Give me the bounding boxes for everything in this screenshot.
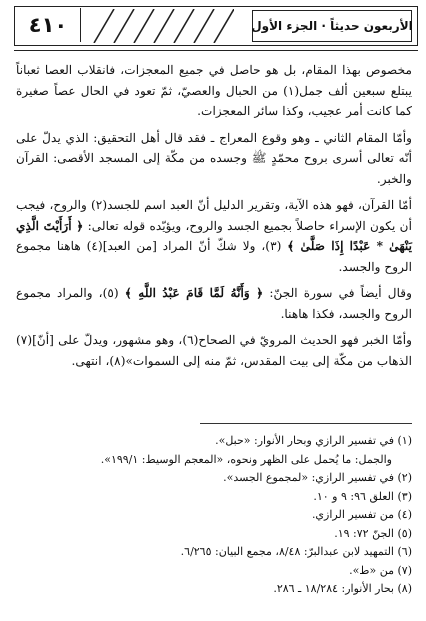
text-segment: (٥)، والمراد مجموع الروح والجسد، فكذا هاهنا. — [16, 286, 412, 321]
footnote-number: (٨) — [397, 582, 412, 595]
text-segment: وأمّا المقام الثاني ـ وهو وقوع المعراج ـ فقد قال أهل التحقيق: الذي يدلّ على أنّه تعالى أسرى بروح محمّدٍ ﷺ وجسده من مكّة إلى المسجد الأقصى: القرآن والخبر. — [16, 130, 412, 186]
paragraph — [16, 283, 412, 324]
footnote-number: (٤) — [397, 508, 412, 521]
running-title: الأربعون حديثاً · الجزء الأول — [252, 10, 412, 42]
footnote-text: في تفسير الرازي وبحار الأنوار: «حبل». — [215, 434, 394, 447]
footnote-text: التمهيد لابن عبدالبرّ: ٨/٤٨، مجمع البيان: ٦/٢٦٥. — [180, 545, 394, 558]
footnote-item — [30, 543, 412, 562]
footnote-item — [30, 580, 412, 599]
text-segment: وقال أيضاً في سورة الجنّ: — [263, 286, 412, 300]
footnote-number: (١) — [397, 434, 412, 447]
text-segment: أمّا القرآن، فهو هذه الآية، وتقرير الدليل أنّ العبد اسم للجسد — [107, 198, 412, 212]
footnote-text: من تفسير الرازي. — [311, 508, 394, 521]
footnote-number: (٦) — [397, 545, 412, 558]
text-segment: ، وهو مشهور، ويدلّ على [أنّ] — [32, 333, 183, 347]
footnote-item — [30, 562, 412, 581]
page-number: ٤١٠ — [16, 8, 81, 42]
footnotes — [30, 432, 412, 599]
paragraph — [16, 60, 412, 122]
header-rule — [14, 50, 418, 51]
paragraph — [16, 195, 412, 277]
footnote-item — [30, 488, 412, 507]
text-segment: ، انتهى. — [71, 353, 110, 368]
footnote-text: في تفسير الرازي: «لمجموع الجسد». — [223, 471, 394, 484]
footnote-number: (٢) — [397, 471, 412, 484]
page-header — [14, 6, 418, 46]
footnote-separator — [200, 423, 412, 424]
paragraph — [16, 330, 412, 371]
footnote-ref: (١) — [283, 83, 300, 98]
footnote-text: الجنّ ٧٢: ١٩. — [334, 526, 394, 540]
footnote-number: (٥) — [397, 526, 412, 540]
main-text — [16, 60, 412, 377]
header-decoration — [84, 9, 234, 43]
text-segment: (٣)، ولا شكّ أنّ المراد [من العبد] — [102, 239, 288, 253]
text-segment: هاهنا مجموع الروح والجسد. — [16, 239, 412, 274]
footnote-text: بحار الأنوار: ١٨/٢٨٤ ـ ٢٨٦. — [273, 582, 394, 595]
footnote-ref: (٢) — [91, 198, 108, 212]
footnote-item — [30, 506, 412, 525]
quran-verse: ﴿ وَأَنَّهُ لَمَّا قَامَ عَبْدُ اللَّهِ ﴾ — [124, 286, 264, 300]
footnote-text: من «ط». — [349, 563, 394, 577]
footnote-ref: (٧) — [16, 333, 33, 347]
footnote-text: العلق ٩٦: ٩ و ١٠. — [313, 489, 394, 503]
quran-verse: ﴿ أَرَأَيْتَ الَّذِي يَنْهَىٰ * عَبْدًا إِذَا صَلَّىٰ ﴾ — [16, 218, 413, 253]
text-segment: مخصوص بهذا المقام، بل هو حاصل في جميع المعجزات، فانقلاب العصا ثعباناً يبتلع سبعين ألف جمل — [16, 63, 413, 98]
text-segment: وأمّا الخبر فهو الحديث المرويّ في الصحاح — [198, 333, 413, 347]
footnote-item — [30, 525, 412, 544]
footnote-text: والجمل: ما يُحمل على الظهر ونحوه، «المعجم الوسيط: ١٩٩/١». — [100, 452, 392, 466]
text-segment: والروح، فيجب أن يكون الإسراء حاصلاً بجميع الجسد والروح، ويؤيّده قوله تعالى: — [16, 198, 412, 233]
footnote-ref: (٦) — [182, 333, 199, 347]
text-segment: من الحبال والعصيّ، ثمّ تعود في الحال عصاً صغيرة كما كانت أمر عجيب، وكذا سائر المعجزات. — [16, 83, 412, 118]
footnote-item — [30, 432, 412, 451]
footnote-number: (٣) — [397, 489, 412, 503]
text-segment: الذهاب من مكّة إلى بيت المقدس، ثمّ منه إلى السموات» — [125, 353, 412, 368]
footnote-ref: (٤) — [86, 239, 103, 253]
footnote-number: (٧) — [397, 563, 412, 577]
footnote-ref: (٨) — [109, 353, 126, 368]
paragraph — [16, 128, 412, 190]
footnote-item — [30, 451, 412, 470]
footnote-item — [30, 469, 412, 488]
